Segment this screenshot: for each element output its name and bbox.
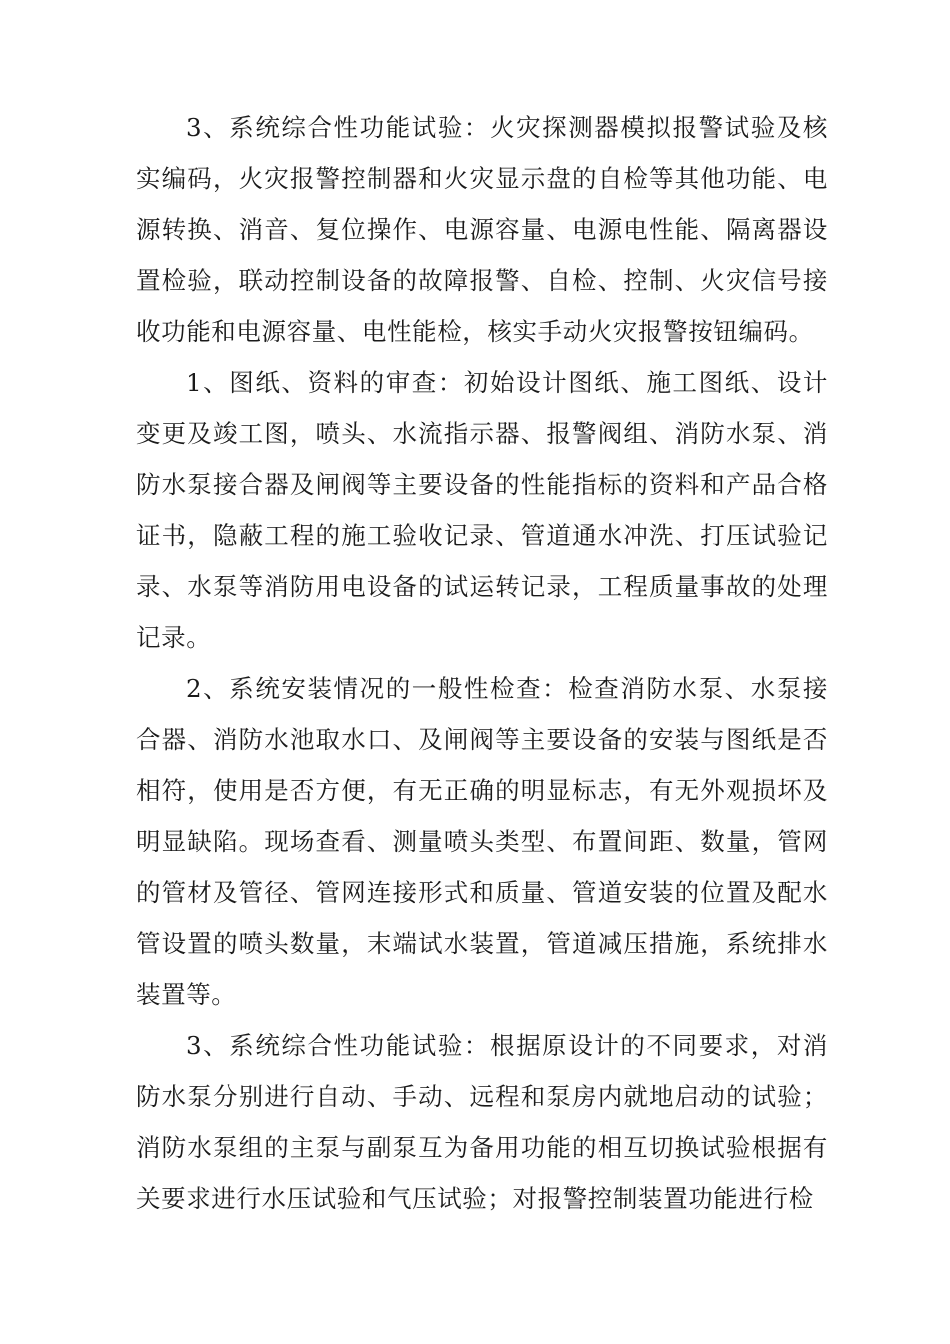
paragraph-sprinkler-function-test: 3、系统综合性功能试验：根据原设计的不同要求，对消防水泵分别进行自动、手动、远程和泵房内就地启动的试验；消防水泵组的主泵与副泵互为备用功能的相互切换试验根据有关要求进行水压试验和气压试验；对报警控制装置功能进行检 (136, 1031, 828, 1213)
paragraph-installation-inspection: 2、系统安装情况的一般性检查：检查消防水泵、水泵接合器、消防水池取水口、及闸阀等主要设备的安装与图纸是否相符，使用是否方便，有无正确的明显标志，有无外观损坏及明显缺陷。现场查看、测量喷头类型、布置间距、数量，管网的管材及管径、管网连接形式和质量、管道安装的位置及配水管设置的喷头数量，末端试水装置，管道减压措施，系统排水装置等。 (136, 674, 828, 1009)
document-body (136, 102, 828, 1224)
paragraph-fire-alarm-function-test: 3、系统综合性功能试验：火灾探测器模拟报警试验及核实编码，火灾报警控制器和火灾显示盘的自检等其他功能、电源转换、消音、复位操作、电源容量、电源电性能、隔离器设置检验，联动控制设备的故障报警、自检、控制、火灾信号接收功能和电源容量、电性能检，核实手动火灾报警按钮编码。 (136, 113, 828, 346)
paragraph-drawing-review: 1、图纸、资料的审查：初始设计图纸、施工图纸、设计变更及竣工图，喷头、水流指示器、报警阀组、消防水泵、消防水泵接合器及闸阀等主要设备的性能指标的资料和产品合格证书，隐蔽工程的施工验收记录、管道通水冲洗、打压试验记录、水泵等消防用电设备的试运转记录，工程质量事故的处理记录。 (136, 368, 828, 652)
